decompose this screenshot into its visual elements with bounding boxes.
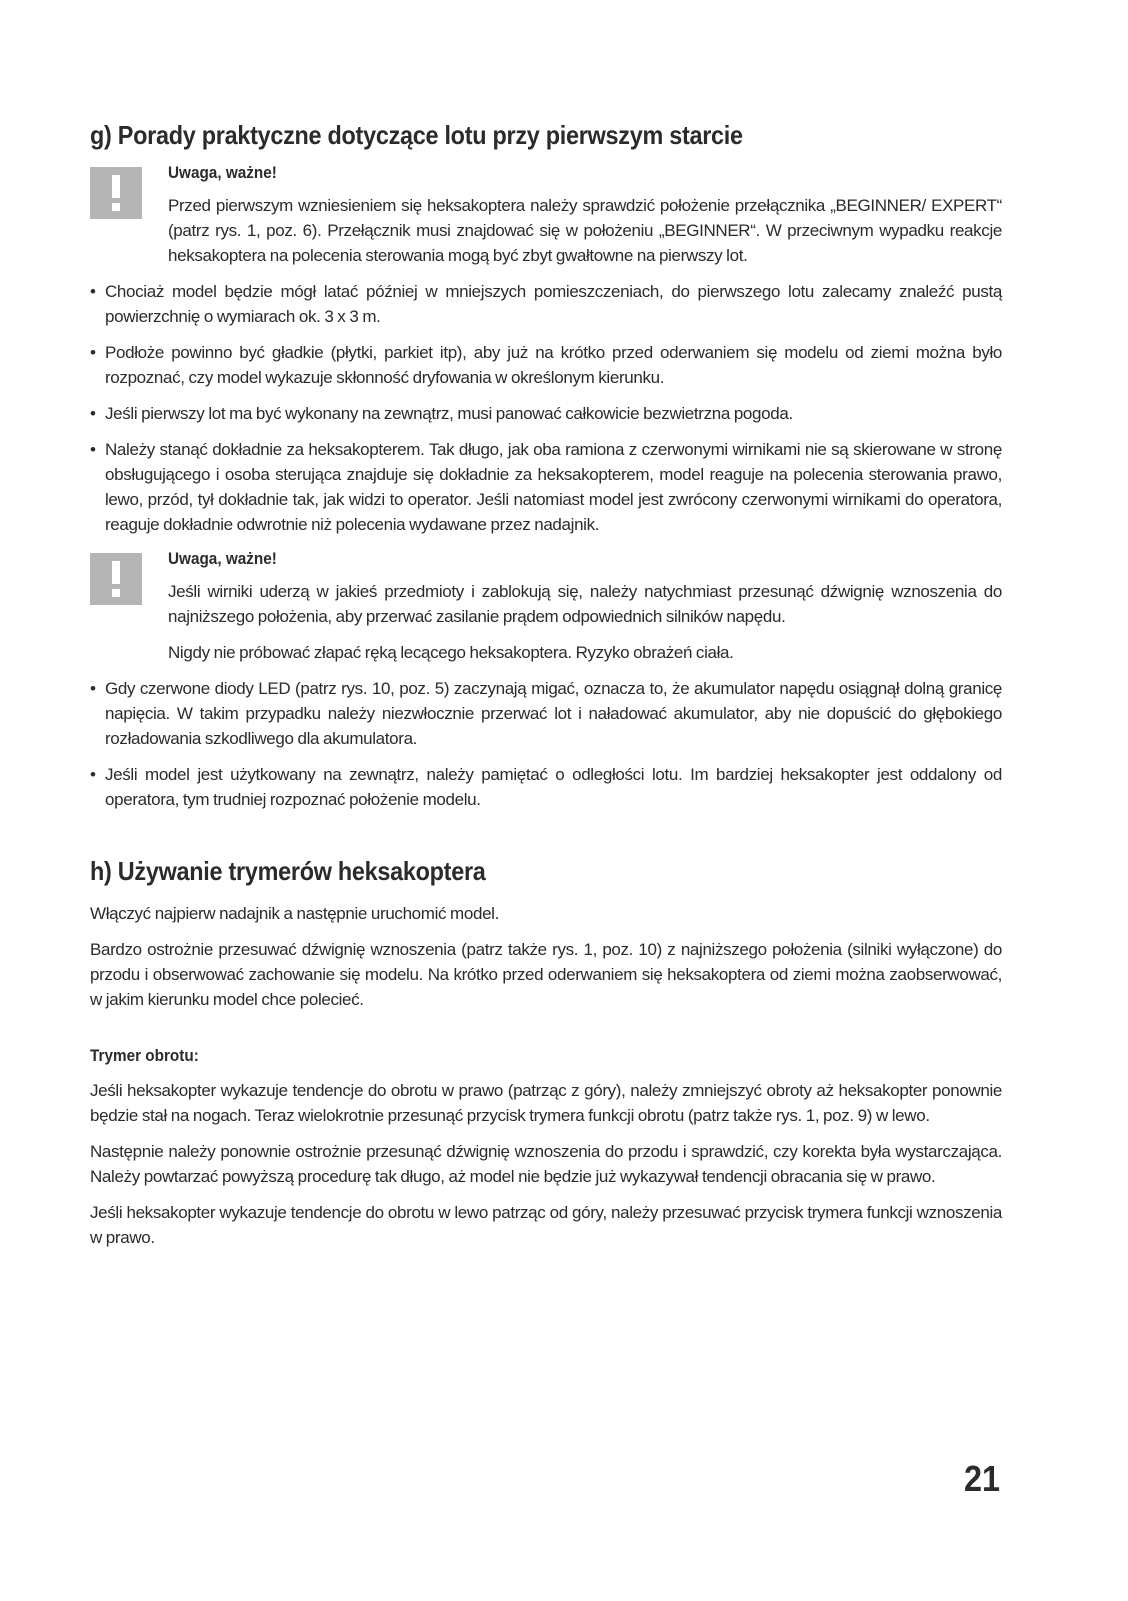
list-item: • Gdy czerwone diody LED (patrz rys. 10, poz. 5) zaczynają migać, oznacza to, że akumulator napędu osiągnął dolną granicę napięcia. W takim przypadku należy niezwłocznie przerwać lot i naładować akumulator, aby nie dopuścić do głębokiego rozładowania szkodliwego dla akumulatora. [90,676,1002,751]
section-g-heading: g) Porady praktyczne dotyczące lotu przy pierwszym starcie [90,120,743,150]
exclamation-warning-icon [90,167,142,219]
bullet-list-2 [90,676,1002,812]
list-item: • Jeśli model jest użytkowany na zewnątrz, należy pamiętać o odległości lotu. Im bardziej heksakopter jest oddalony od operatora, tym trudniej rozpoznać położenie modelu. [90,762,1002,812]
list-item: • Podłoże powinno być gładkie (płytki, parkiet itp), aby już na krótko przed oderwaniem się modelu od ziemi można było rozpoznać, czy model wykazuje skłonność dryfowania w określonym kierunku. [90,340,1002,390]
list-item: • Jeśli pierwszy lot ma być wykonany na zewnątrz, musi panować całkowicie bezwietrzna pogoda. [90,401,1002,426]
warning-note-title: Uwaga, ważne! [168,163,277,182]
warning-note-text: Jeśli wirniki uderzą w jakieś przedmioty i zablokują się, należy natychmiast przesunąć dźwignię wznoszenia do najniższego położenia, aby przerwać zasilanie prądem odpowiednich silników napędu. [168,582,1002,626]
warning-note-2 [90,549,1002,665]
paragraph: Włączyć najpierw nadajnik a następnie uruchomić model. [90,904,499,923]
paragraph: Bardzo ostrożnie przesuwać dźwignię wznoszenia (patrz także rys. 1, poz. 10) z najniższego położenia (silniki wyłączone) do przodu i obserwować zachowanie się modelu. Na krótko przed oderwaniem się heksakoptera od ziemi można zaobserwować, w jakim kierunku model chce polecieć. [90,940,1002,1009]
bullet-list-1 [90,279,1002,537]
warning-note-text: Przed pierwszym wzniesieniem się heksakoptera należy sprawdzić położenie przełącznika „BEGINNER/ EXPERT“ (patrz rys. 1, poz. 6). Przełącznik musi znajdować się w położeniu „BEGINNER“. W przeciwnym wypadku reakcje heksakoptera na polecenia sterowania mogą być zbyt gwałtowne na pierwszy lot. [168,196,1002,265]
page-content [90,112,1002,1261]
warning-note-text: Nigdy nie próbować złapać ręką lecącego heksakoptera. Ryzyko obrażeń ciała. [168,643,734,662]
warning-note-title: Uwaga, ważne! [168,549,277,568]
exclamation-warning-icon [90,553,142,605]
list-item: • Należy stanąć dokładnie za heksakopterem. Tak długo, jak oba ramiona z czerwonymi wirnikami nie są skierowane w stronę obsługującego i osoba sterująca znajduje się dokładnie za heksakopterem, model reaguje na polecenia sterowania prawo, lewo, przód, tył dokładnie tak, jak widzi to operator. Jeśli natomiast model jest zwrócony czerwonymi wirnikami do operatora, reaguje dokładnie odwrotnie niż polecenia wydawane przez nadajnik. [90,437,1002,537]
section-h-heading: h) Używanie trymerów heksakoptera [90,856,486,886]
warning-note-1 [90,163,1002,268]
list-item: • Chociaż model będzie mógł latać później w mniejszych pomieszczeniach, do pierwszego lotu zalecamy znaleźć pustą powierzchnię o wymiarach ok. 3 x 3 m. [90,279,1002,329]
paragraph: Jeśli heksakopter wykazuje tendencje do obrotu w lewo patrząc od góry, należy przesuwać przycisk trymera funkcji wznoszenia w prawo. [90,1203,1002,1247]
paragraph: Następnie należy ponownie ostrożnie przesunąć dźwignię wznoszenia do przodu i sprawdzić, czy korekta była wystarczająca. Należy powtarzać powyższą procedurę tak długo, aż model nie będzie już wykazywał tendencji obracania się w prawo. [90,1142,1002,1186]
page-number: 21 [963,1458,1000,1499]
subheading-trim-rotation: Trymer obrotu: [90,1046,199,1065]
paragraph: Jeśli heksakopter wykazuje tendencje do obrotu w prawo (patrząc z góry), należy zmniejszyć obroty aż heksakopter ponownie będzie stał na nogach. Teraz wielokrotnie przesunąć przycisk trymera funkcji obrotu (patrz także rys. 1, poz. 9) w lewo. [90,1081,1002,1125]
